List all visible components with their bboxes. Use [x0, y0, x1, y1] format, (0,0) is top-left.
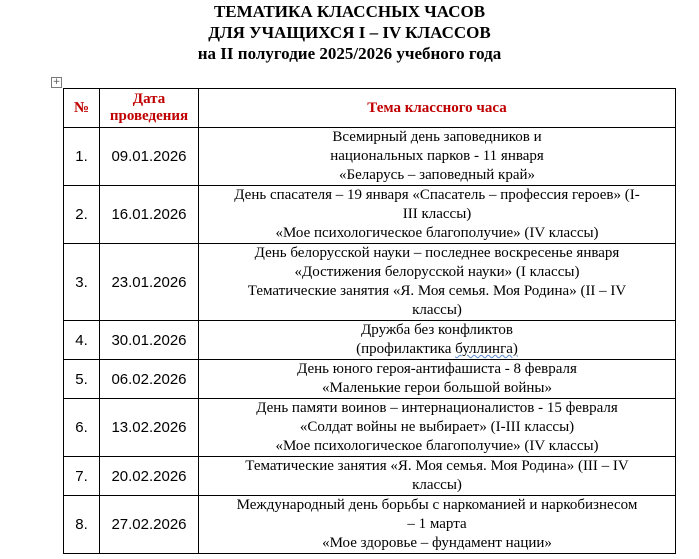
- table-row: [64, 399, 676, 457]
- title-line-3: на II полугодие 2025/2026 учебного года: [197, 44, 502, 63]
- row-topic: [199, 399, 676, 457]
- row-number: 6.: [64, 399, 100, 457]
- table-row: [64, 360, 676, 399]
- row-date: 23.01.2026: [100, 244, 199, 321]
- topic-line: День белорусской науки – последнее воскресенье января: [254, 245, 620, 261]
- row-topic: [199, 496, 676, 554]
- table-row: [64, 457, 676, 496]
- row-date: 13.02.2026: [100, 399, 199, 457]
- title-line-2: ДЛЯ УЧАЩИХСЯ I – IV КЛАССОВ: [208, 23, 491, 42]
- row-topic: [199, 457, 676, 496]
- row-topic: [199, 128, 676, 186]
- row-topic: [199, 244, 676, 321]
- topic-line: Международный день борьбы с наркоманией и наркобизнесом: [236, 497, 638, 513]
- topic-line: Тематические занятия «Я. Моя семья. Моя Родина» (II – IV: [247, 283, 627, 299]
- topic-line: Всемирный день заповедников и: [332, 129, 542, 145]
- topic-line: «Беларусь – заповедный край»: [338, 167, 536, 183]
- row-number: 5.: [64, 360, 100, 399]
- topic-line: «Маленькие герои большой войны»: [322, 380, 552, 396]
- table-row: [64, 496, 676, 554]
- document-title: [0, 0, 699, 64]
- topic-line: Дружба без конфликтов: [361, 322, 513, 338]
- row-topic: [199, 321, 676, 360]
- row-number: 8.: [64, 496, 100, 554]
- topic-line: классы): [412, 477, 462, 493]
- topic-line: (профилактика буллинга): [356, 341, 518, 357]
- topic-line: День памяти воинов – интернационалистов - 15 февраля: [256, 400, 618, 416]
- row-number: 1.: [64, 128, 100, 186]
- topic-line: «Мое здоровье – фундамент нации»: [322, 535, 552, 551]
- row-topic: [199, 360, 676, 399]
- header-number: №: [64, 89, 100, 128]
- row-date: 16.01.2026: [100, 186, 199, 244]
- table-row: [64, 186, 676, 244]
- topic-line: классы): [412, 302, 462, 318]
- table-row: [64, 321, 676, 360]
- header-date: Дата проведения: [100, 89, 199, 128]
- topic-line: «Солдат войны не выбирает» (I-III классы): [299, 419, 575, 435]
- row-date: 30.01.2026: [100, 321, 199, 360]
- row-number: 3.: [64, 244, 100, 321]
- row-topic: [199, 186, 676, 244]
- move-handle-icon[interactable]: +: [52, 77, 61, 87]
- topic-line: «Мое психологическое благополучие» (IV классы): [275, 225, 599, 241]
- schedule-table: [63, 88, 676, 554]
- table-row: [64, 128, 676, 186]
- topic-line: День юного героя-антифашиста - 8 февраля: [297, 361, 577, 377]
- row-date: 20.02.2026: [100, 457, 199, 496]
- topic-line: «Мое психологическое благополучие» (IV классы): [275, 438, 599, 454]
- topic-line: – 1 марта: [407, 516, 467, 532]
- topic-line: Тематические занятия «Я. Моя семья. Моя Родина» (III – IV: [245, 458, 629, 474]
- topic-line: национальных парков - 11 января: [330, 148, 544, 164]
- header-topic: Тема классного часа: [199, 89, 676, 128]
- table-body: [64, 128, 676, 554]
- row-number: 4.: [64, 321, 100, 360]
- row-number: 7.: [64, 457, 100, 496]
- row-number: 2.: [64, 186, 100, 244]
- topic-line: День спасателя – 19 января «Спасатель – профессия героев» (I-: [234, 187, 640, 203]
- title-line-1: ТЕМАТИКА КЛАССНЫХ ЧАСОВ: [213, 2, 486, 21]
- table-row: [64, 244, 676, 321]
- table-header-row: [64, 89, 676, 128]
- topic-line: III классы): [402, 206, 472, 222]
- topic-line: «Достижения белорусской науки» (I классы): [294, 264, 580, 280]
- row-date: 09.01.2026: [100, 128, 199, 186]
- row-date: 06.02.2026: [100, 360, 199, 399]
- row-date: 27.02.2026: [100, 496, 199, 554]
